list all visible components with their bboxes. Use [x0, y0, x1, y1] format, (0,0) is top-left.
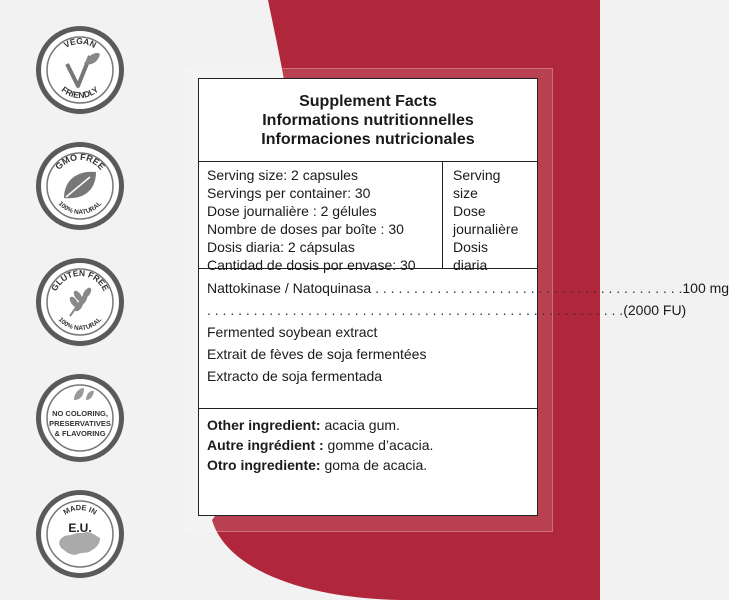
other-ingredient-fr: [207, 435, 537, 455]
ingredient-source-fr: Extrait de fèves de soja fermentées: [207, 346, 427, 362]
other-ingredient-label: Otro ingrediente:: [207, 457, 321, 473]
badge-line-3: & FLAVORING: [54, 429, 106, 438]
dot-leader: . . . . . . . . . . . . . . . . . . . . . . . . . . . . . . . . . . . . . . . .: [371, 280, 683, 296]
serving-info: [199, 162, 443, 273]
other-ingredient-value: gomme d’acacia.: [323, 437, 434, 453]
other-ingredient-es: [207, 455, 537, 475]
vegan-friendly-badge: [34, 24, 126, 116]
ingredient-source-es: Extracto de soja fermentada: [207, 368, 383, 384]
serving-header-line: Dosis: [453, 239, 489, 255]
serving-line: Serving size: 2 capsules: [207, 167, 358, 183]
other-ingredient-label: Autre ingrédient :: [207, 437, 324, 453]
badge-line-2: PRESERVATIVES: [49, 419, 111, 428]
serving-header-line: size: [453, 185, 478, 201]
made-in-eu-badge: [34, 488, 126, 580]
badge-bottom-text: FRIENDLY: [59, 84, 101, 101]
other-ingredients-section: [199, 409, 537, 475]
badge-top-text: VEGAN: [61, 35, 98, 50]
badge-top-text: GLUTEN FREE: [49, 267, 111, 293]
ingredient-amount-fu: (2000 FU): [623, 302, 687, 318]
other-ingredient-value: goma de acacia.: [320, 457, 428, 473]
serving-header-line: Serving: [453, 167, 501, 183]
serving-header-line: Dose: [453, 203, 486, 219]
ingredient-section: [199, 269, 729, 409]
other-ingredient-value: acacia gum.: [320, 417, 400, 433]
no-additives-badge: [34, 372, 126, 464]
serving-line: Servings per container: 30: [207, 185, 371, 201]
other-ingredient-en: [207, 415, 537, 435]
serving-column-header: [443, 162, 537, 273]
serving-line: Cantidad de dosis por envase: 30: [207, 257, 416, 273]
dot-leader: . . . . . . . . . . . . . . . . . . . . . . . . . . . . . . . . . . . . . . . . . . . . . . . . . . . . . .: [207, 302, 624, 318]
other-ingredient-label: Other ingredient:: [207, 417, 321, 433]
ingredient-source-en: Fermented soybean extract: [207, 324, 378, 340]
facts-header: [199, 79, 537, 162]
badge-top-text: GMO FREE: [53, 151, 107, 172]
gmo-free-badge: [34, 140, 126, 232]
ingredient-row-2: [207, 299, 687, 321]
supplement-facts-panel: [198, 78, 729, 516]
badge-top-text: MADE IN: [61, 502, 99, 517]
ingredient-amount: 100 mg: [682, 280, 729, 296]
serving-line: Dose journalière : 2 gélules: [207, 203, 377, 219]
badge-center-text: E.U.: [68, 521, 92, 535]
serving-section: [199, 162, 537, 273]
ingredient-name: Nattokinase / Natoquinasa: [207, 280, 372, 296]
serving-line: Nombre de doses par boîte : 30: [207, 221, 404, 237]
serving-header-line: diaria: [453, 257, 488, 273]
ingredient-row: [207, 277, 729, 299]
badge-bottom-text: 100% NATURAL: [56, 316, 104, 333]
serving-header-line: journalière: [453, 221, 519, 237]
facts-title-en: Supplement Facts: [299, 92, 437, 110]
serving-line: Dosis diaria: 2 cápsulas: [207, 239, 355, 255]
gluten-free-badge: [34, 256, 126, 348]
facts-title-fr: Informations nutritionnelles: [262, 111, 474, 129]
badge-bottom-text: 100% NATURAL: [56, 200, 104, 217]
facts-title-es: Informaciones nutricionales: [261, 130, 475, 148]
badge-line-1: NO COLORING,: [52, 409, 108, 418]
